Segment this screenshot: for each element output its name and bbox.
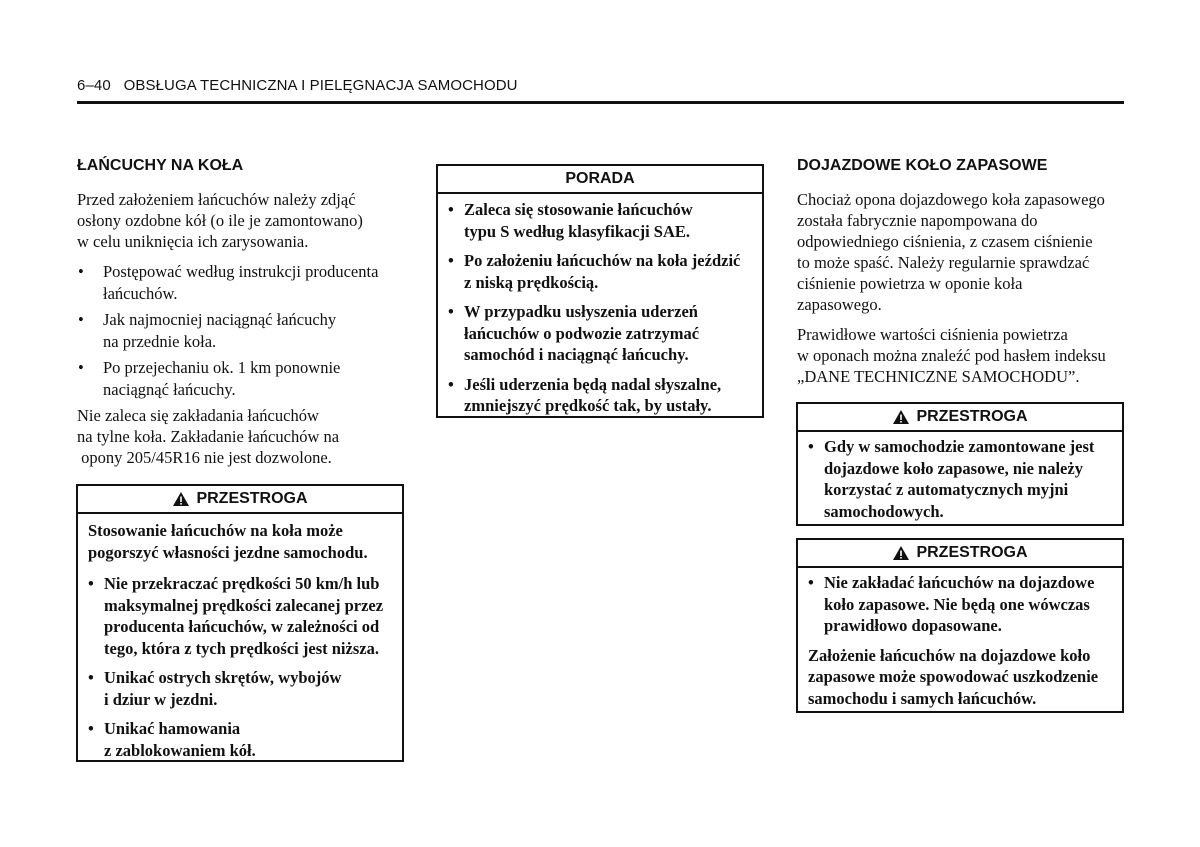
- text-line: Założenie łańcuchów na dojazdowe koło: [808, 645, 1091, 665]
- text-line: prawidłowo dopasowane.: [824, 616, 1002, 635]
- warning-box-spare-wash: [796, 402, 1124, 526]
- text-line: koło zapasowe. Nie będą one wówczas: [824, 594, 1090, 614]
- tip-box: [436, 164, 764, 418]
- warning-outro: [808, 645, 1112, 710]
- text-line: typu S według klasyfikacji SAE.: [464, 221, 691, 241]
- spare-wheel-paragraph-2: [797, 324, 1137, 387]
- page-header: [77, 77, 518, 94]
- bullet-mark: •: [448, 302, 454, 321]
- tip-body: [438, 194, 762, 417]
- section-heading-chains: ŁAŃCUCHY NA KOŁA: [77, 157, 244, 174]
- bullet-mark: •: [88, 719, 94, 738]
- text-line: „DANE TECHNICZNE SAMOCHODU”.: [797, 367, 1080, 386]
- chains-outro: [77, 405, 417, 468]
- warning-lead: [88, 520, 392, 563]
- page-number: 6–40: [77, 77, 111, 94]
- text-line: Chociaż opona dojazdowego koła zapasowego: [797, 190, 1105, 209]
- text-line: Jak najmocniej naciągnąć łańcuchy: [103, 310, 337, 329]
- warning-bullet: [808, 436, 1112, 522]
- warning-bullet: [88, 718, 392, 761]
- warning-triangle-icon: [892, 409, 910, 425]
- text-line: korzystać z automatycznych myjni: [824, 480, 1069, 499]
- warning-triangle-icon: [172, 491, 190, 507]
- spare-wheel-paragraph-1: [797, 189, 1137, 315]
- header-rule: [77, 101, 1124, 104]
- bullet-mark: •: [88, 574, 94, 593]
- bullet-mark: •: [78, 262, 84, 281]
- warning-bullet: [808, 572, 1112, 637]
- warning-title-text: PRZESTROGA: [196, 490, 308, 507]
- tip-bullet: [448, 374, 752, 417]
- text-line: tego, która z tych prędkości jest niższa.: [104, 638, 379, 658]
- text-line: osłony ozdobne kół (o ile je zamontowano): [77, 211, 363, 230]
- text-line: na tylne koła. Zakładanie łańcuchów na: [77, 427, 340, 446]
- text-line: samochodowych.: [824, 501, 944, 521]
- text-line: samochodu i samych łańcuchów.: [808, 688, 1037, 708]
- text-line: została fabrycznie napompowana do: [797, 211, 1038, 230]
- text-line: zapasowe może spowodować uszkodzenie: [808, 667, 1099, 686]
- text-line: łańcuchów.: [103, 283, 178, 303]
- text-line: odpowiedniego ciśnienia, z czasem ciśnienie: [797, 232, 1093, 251]
- text-line: Zaleca się stosowanie łańcuchów: [464, 200, 693, 219]
- tip-title: PORADA: [438, 166, 762, 194]
- text-line: w celu uniknięcia ich zarysowania.: [77, 232, 309, 251]
- warning-bullet: [88, 573, 392, 659]
- text-line: zapasowego.: [797, 295, 882, 314]
- text-line: Prawidłowe wartości ciśnienia powietrza: [797, 325, 1068, 344]
- text-line: producenta łańcuchów, w zależności od: [104, 617, 380, 636]
- warning-body: [798, 432, 1122, 522]
- bullet-mark: •: [808, 437, 814, 456]
- tip-bullet: [448, 301, 752, 366]
- text-line: Nie zakładać łańcuchów na dojazdowe: [824, 573, 1095, 592]
- chains-intro: [77, 189, 417, 252]
- text-line: z niską prędkością.: [464, 272, 599, 292]
- bullet-mark: •: [78, 358, 84, 377]
- text-line: w oponach można znaleźć pod hasłem indeksu: [797, 346, 1106, 365]
- warning-title-text: PRZESTROGA: [916, 408, 1028, 425]
- text-line: Unikać ostrych skrętów, wybojów: [104, 668, 342, 687]
- chains-bullet-3: [77, 357, 443, 400]
- text-line: Nie zaleca się zakładania łańcuchów: [77, 406, 319, 425]
- text-line: Przed założeniem łańcuchów należy zdjąć: [77, 190, 356, 209]
- warning-body: [798, 568, 1122, 709]
- text-line: opony 205/45R16 nie jest dozwolone.: [77, 448, 332, 467]
- bullet-mark: •: [78, 310, 84, 329]
- warning-box-chains: [76, 484, 404, 762]
- text-line: Jeśli uderzenia będą nadal słyszalne,: [464, 374, 722, 394]
- warning-triangle-icon: [892, 545, 910, 561]
- bullet-mark: •: [448, 251, 454, 270]
- text-line: Unikać hamowania: [104, 719, 241, 738]
- warning-title: [798, 404, 1122, 432]
- bullet-mark: •: [448, 374, 454, 394]
- text-line: Stosowanie łańcuchów na koła może: [88, 521, 343, 540]
- warning-title: [78, 486, 402, 514]
- bullet-mark: •: [448, 200, 454, 219]
- tip-bullet: [448, 250, 752, 293]
- text-line: i dziur w jezdni.: [104, 689, 218, 709]
- text-line: Nie przekraczać prędkości 50 km/h lub: [104, 574, 380, 593]
- text-line: zmniejszyć prędkość tak, by ustały.: [464, 396, 712, 415]
- warning-box-spare-chains: [796, 538, 1124, 713]
- text-line: naciągnąć łańcuchy.: [103, 379, 236, 399]
- text-line: na przednie koła.: [103, 331, 217, 351]
- chains-bullet-2: [77, 309, 443, 352]
- bullet-mark: •: [808, 573, 814, 592]
- text-line: z zablokowaniem kół.: [104, 740, 256, 760]
- text-line: samochód i naciągnąć łańcuchy.: [464, 345, 689, 364]
- text-line: ciśnienie powietrza w oponie koła: [797, 274, 1023, 293]
- text-line: Po przejechaniu ok. 1 km ponownie: [103, 358, 341, 377]
- text-line: Postępować według instrukcji producenta: [103, 262, 379, 281]
- warning-title-text: PRZESTROGA: [916, 544, 1028, 561]
- warning-bullet: [88, 667, 392, 710]
- text-line: Gdy w samochodzie zamontowane jest: [824, 437, 1095, 456]
- bullet-mark: •: [88, 668, 94, 687]
- tip-bullet: [448, 199, 752, 242]
- warning-body: [78, 514, 402, 761]
- text-line: to może spaść. Należy regularnie sprawdzać: [797, 253, 1090, 272]
- text-line: pogorszyć własności jezdne samochodu.: [88, 542, 368, 562]
- text-line: Po założeniu łańcuchów na koła jeździć: [464, 251, 741, 270]
- chapter-title: OBSŁUGA TECHNICZNA I PIELĘGNACJA SAMOCHODU: [123, 77, 518, 94]
- section-heading-spare-wheel: DOJAZDOWE KOŁO ZAPASOWE: [797, 157, 1048, 174]
- text-line: dojazdowe koło zapasowe, nie należy: [824, 458, 1083, 478]
- warning-title: [798, 540, 1122, 568]
- text-line: maksymalnej prędkości zalecanej przez: [104, 595, 384, 615]
- chains-bullet-1: [77, 261, 443, 304]
- text-line: łańcuchów o podwozie zatrzymać: [464, 323, 700, 343]
- text-line: W przypadku usłyszenia uderzeń: [464, 302, 698, 321]
